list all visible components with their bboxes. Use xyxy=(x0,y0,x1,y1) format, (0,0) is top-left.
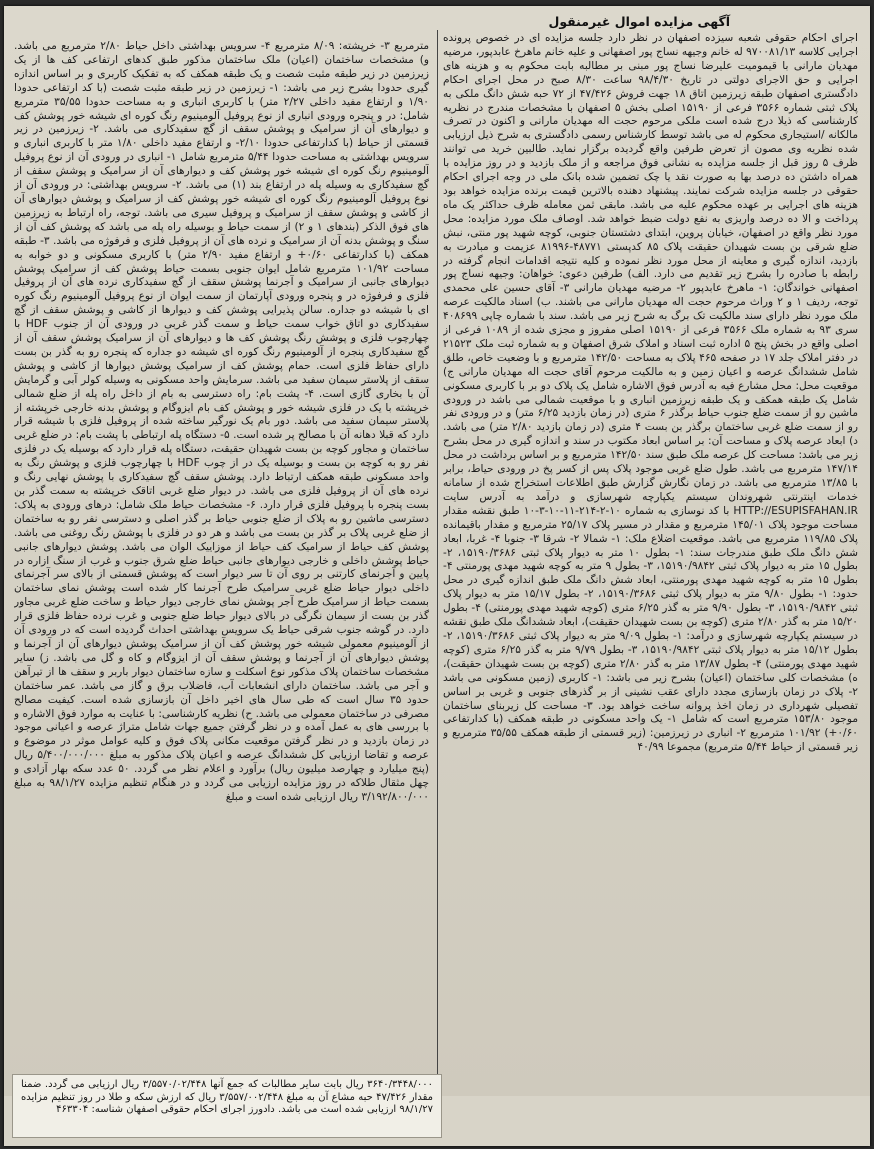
newspaper-page xyxy=(4,6,870,1096)
notice-right-column xyxy=(443,32,858,1088)
notice-heading: آگهی مزایده اموال غیرمنقول xyxy=(548,14,730,29)
notice-footer xyxy=(12,1074,442,1138)
notice-left-column xyxy=(14,40,429,1088)
column-divider xyxy=(437,30,438,1086)
right-column-text: اجرای احکام حقوقی شعبه سیزده اصفهان در نظر دارد جلسه مزایده ای در خصوص پرونده اجرایی کلاسه ۹۷۰۰۸۱/۱۳ له خانم وجیهه نساج پور اصفهانی و علیه خانم ماهرخ عابدپور، مرضیه مهدیان مارانی با قیمومیت علیرضا نساج پور مبنی بر مطالبه بابت محکوم به و هزینه های اجرایی و حق الاجرای دولتی در تاریخ ۹۸/۴/۳۰ ساعت ۸/۳۰ صبح در محل اجرای احکام دادگستری اصفهان طبقه زیرزمین اتاق ۱۸ جهت فروش ۴۷/۴۲۶ از ۷۲ حبه شش دانگ ملکی به پلاک ثبتی شماره ۳۵۶۶ فرعی از ۱۵۱۹۰ اصلی بخش ۵ اصفهان با مشخصات مندرج در نظریه کارشناسی که ذیلا درج شده است ملکی مرحوم حجت اله مهدیان مارانی و اکنون در تصرف مالکانه /استیجاری محکوم له می باشد توسط کارشناس رسمی دادگستری به شرح ذیل ارزیابی شده نظریه وی مصون از تعرض طرفین واقع گردیده برگزار نماید. طالبین خرید می توانند ظرف ۵ روز قبل از جلسه مزایده به نشانی فوق مراجعه و از ملک بازدید و در روز مزایده با همراه داشتن ده درصد بها به صورت نقد یا چک تضمین شده بانک ملی در وجه اجرای احکام حقوقی در جلسه مزایده شرکت نمایند. پیشنهاد دهنده بالاترین قیمت برنده مزایده خواهد بود هزینه های اجرایی بر عهده محکوم علیه می باشد. مابقی ثمن معامله ظرف حداکثر یک ماه پرداخت و الا ده درصد واریزی به نفع دولت ضبط خواهد شد. اوصاف ملک مورد مزایده: محل مورد نظر واقع در اصفهان، خیابان پروین، ابتدای دشتستان جنوبی، کوچه شهید پور منتی، نبش ضلع شرقی بن بست شهیدان حقیقت پلاک ۸۵ کدپستی ۴۸۷۷۱-۸۱۹۹۶ عزیمت و مبادرت به بازدید، اندازه گیری و معاینه از محل مورد نظر نموده و کلیه نتیجه اقدامات انجام گرفته در رابطه با صادره را بشرح زیر تقدیم می دارد. الف) طرفین دعوی: خواهان: وجیهه نساج پور اصفهانی خواندگان: ۱- ماهرخ عابدپور ۲- مرضیه مهدیان مارانی ۳- آقای حسین علی محمدی توجه، ردیف ۱ و ۲ وراث مرحوم حجت اله مهدیان مارانی می باشند. ب) اسناد مالکیت عرصه ملک مورد نظر دارای سند مالکیت تک برگ به شرح زیر می باشد. سند با شماره چاپی ۴۰۸۶۹۹ سری ۹۳ به شماره ملک ۳۵۶۶ فرعی از ۱۵۱۹۰ اصلی مفروز و مجزی شده از ۱۰۸۹ فرعی از اصلی واقع در بخش پنج ۵ اداره ثبت اسناد و املاک شرق اصفهان و به شماره ثبت ملک ۲۱۵۲۳ در دفتر املاک جلد ۱۷ در صفحه ۴۶۵ پلاک به مساحت ۱۴۲/۵۰ مترمربع و با وضعیت خاص، طلق شامل ششدانگ عرصه و اعیان زمین و به مالکیت مرحوم آقای حجت اله مهدیان مارانی ج) موقعیت محل: محل مشارع فیه به آدرس فوق الاشاره شامل یک پلاک دو بر با کاربری مسکونی شامل یک طبقه همکف و یک طبقه زیرزمین انباری و با موقعیت شمالی می باشد در ورودی ماشین رو از سمت ضلع جنوب حیاط برگذر ۶ متری (در زمان بازدید ۶/۲۵ متر) و در ورودی نفر رو از سمت ضلع غربی ساختمان برگذر بن بست ۴ متری (در زمان بازدید ۲/۸۰ متر) می باشد. د) ابعاد عرصه پلاک و مساحت آن: بر اساس ابعاد مکتوب در سند و اندازه گیری در محل بشرح زیر می باشد: مساحت کل عرصه ملک طبق سند ۱۴۲/۵۰ مترمربع و بر اساس برداشت در محل ۱۴۷/۱۴ مترمربع می باشد. طول ضلع غربی موجود پلاک پس از کسر پخ در ورودی حیاط، برابر با ۱۳/۸۵ مترمربع می باشد. در زمان نگارش گزارش طبق اطلاعات استخراج شده از سامانه خدمات اینترنتی شهروندان سیستم یکپارچه شهرسازی و درآمد به آدرس سایت HTTP://ESUPISFAHAN.IR با کد نوسازی به شماره ۱۰-۲-۲۱۴-۱۱-۱۰-۳-۱۰ طبق نقشه مقدار مساحت موجود پلاک ۱۴۵/۰۱ مترمربع و مقدار در مسیر پلاک ۲۵/۱۷ مترمربع و مقدار باقیمانده پلاک ۱۱۹/۸۵ مترمربع می باشد. موقعیت اضلاع ملک: ۱- شمالا ۲- شرقا ۳- جنوبا ۴- غربا، ابعاد شش دانگ ملک طبق مندرجات سند: ۱- بطول ۱۰ متر به دیوار پلاک ثبتی ۱۵۱۹۰/۳۶۸۶، ۲- بطول ۱۵ متر به دیوار پلاک ثبتی ۱۵۱۹۰/۹۸۴۲، ۳- بطول ۹ متر به کوچه شهید مهدی پورمنتی ۴- بطول ۱۵ متر به کوچه شهید مهدی پورمنتی، ابعاد شش دانگ ملک طبق اندازه گیری در محل حدود: ۱- بطول ۹/۸۰ متر به دیوار پلاک ثبتی ۱۵۱۹۰/۳۶۸۶، ۲- بطول ۱۵/۱۷ متر به دیوار پلاک ثبتی ۱۵۱۹۰/۹۸۴۲، ۳- بطول ۹/۹۰ متر به گذر ۶/۲۵ متری (کوچه شهید مهدی پورمنتی) ۴- بطول ۱۵/۲۰ متر به گذر ۲/۸۰ متری (کوچه بن بست شهیدان حقیقت)، ابعاد ششدانگ ملک طبق نقشه در سیستم یکپارچه شهرسازی و درآمد: ۱- بطول ۹/۰۹ متر به دیوار پلاک ثبتی ۱۵۱۹۰/۳۶۸۶، ۲- بطول ۱۵/۱۲ متر به دیوار پلاک ثبتی ۱۵۱۹۰/۹۸۴۲، ۳- بطول ۹/۷۹ متر به گذر ۶/۲۵ متری (کوچه شهید مهدی پورمنتی) ۴- بطول ۱۳/۸۷ متر به گذر ۲/۸۰ متری (کوچه بن بست شهیدان حقیقت)، ه) مشخصات کلی ساختمان (اعیان) بشرح زیر می باشد: ۱- کاربری (زمین مسکونی می باشد ۲- پلاک در زمان بازسازی مجدد دارای عقب نشینی از بر گذرهای جنوبی و غربی بر اساس تفصیلی شهرداری در زمان اخذ پروانه ساخت خواهد بود. ۳- مساحت کل زیربنای ساختمان موجود ۱۵۳/۸۰ مترمربع است که شامل ۱- یک واحد مسکونی در طبقه همکف (با کدارتفاعی ۰/۶۰+) ۱۰۱/۹۲ مترمربع ۲- انباری در زیرزمین: (زیر قسمتی از طبقه همکف ۳۵/۵۵ مترمربع و زیر قسمتی از حیاط ۵/۴۴ مترمربع) مجموعا ۴۰/۹۹ xyxy=(443,32,858,754)
footer-text: ۳۶۴۰/۳۴۴۸/۰۰۰ ریال بابت سایر مطالبات که جمع آنها ۳/۵۵۷۰/۰۲/۴۴۸ ریال ارزیابی می گردد. ضمنا مقدار ۴۷/۴۲۶ حبه مشاع آن به مبلغ ۳/۵۵۷/۰۰۲/۴۴۸ ریال که ارزش سکه و طلا در روز تنظیم مزایده ۹۸/۱/۲۷ ارزیابی شده است می باشد. دادورز اجرای احکام حقوقی اصفهان شناسه: ۴۶۳۳۰۴ xyxy=(21,1079,433,1116)
left-column-text: مترمربع ۳- خرپشته: ۸/۰۹ مترمربع ۴- سرویس بهداشتی داخل حیاط ۲/۸۰ مترمربع می باشد. و) مشخصات ساختمان (اعیان) ملک ساختمان مذکور طبق کدهای ارتفاعی کف ها از یک زیرزمین در زیر طبقه مثبت شصت و یک طبقه همکف که به تفکیک کاربری و بر اساس اندازه گیری حدودا بشرح زیر می باشد: ۱- زیرزمین در زیر طبقه مثبت شصت (با کد ارتفاعی حدودا ۱/۹۰ و ارتفاع مفید داخلی ۲/۲۷ متر) با کاربری انباری و به مساحت حدودا ۳۵/۵۵ مترمربع شامل: در و پنجره ورودی انباری از نوع پروفیل آلومینیوم رنگ کوره ای شیشه خور پوشش کف و دیوارهای آن از سرامیک و پوشش سقف از گچ سفیدکاری می باشد. ۲- زیرزمین در زیر قسمتی از حیاط (با کدارتفاعی حدودا ۲/۱۰- و ارتفاع مفید داخلی ۱/۸۰ متر با کاربری انباری و سرویس بهداشتی به مساحت حدودا ۵/۴۴ مترمربع شامل ۱- انباری در ورودی آن از نوع پروفیل آلومینیوم رنگ کوره ای شیشه خور پوشش کف و دیوارهای آن از سرامیک و پوشش سقف از گچ سفیدکاری به وسیله پله در ارتفاع بند (۱) می باشد. ۲- سرویس بهداشتی: در ورودی آن از نوع پروفیل آلومینیوم رنگ کوره ای شیشه خور پوشش کف از سرامیک و پوشش دیوارهای آن از کاشی و پوشش سقف از سرامیک و پروفیل سیری می باشد. توجه، راه ارتباط به زیرزمین های فوق الذکر (بندهای ۱ و ۲) از سمت حیاط و بوسیله راه پله می باشد که پوشش کف آن از سنگ و پوشش بدنه آن از سرامیک و نرده های آن از پروفیل فلزی و فرفوژه می باشد. ۳- طبقه همکف (با کدارتفاعی ۰/۶۰+ و ارتفاع مفید ۲/۹۰ متر) با کاربری مسکونی و دو خوابه به مساحت ۱۰۱/۹۲ مترمربع شامل ایوان جنوبی بسمت حیاط پوشش کف از سرامیک پوشش دیوارهای جانبی از سرامیک و آجرنما پوشش سقف از گچ سفیدکاری نرده های آن از پروفیل فلزی و فرفوژه در و پنجره ورودی آپارتمان از سمت ایوان از نوع پروفیل آلومینیوم رنگ کوره ای با شیشه دو جداره. سالن پذیرایی پوشش کف و دیوارها از کاشی و پوشش سقف از گچ سفیدکاری دو اتاق خواب سمت حیاط و سمت گذر غربی در ورودی آن از جنوب HDF با چهارچوب فلزی و پوشش رنگ پوشش کف ها و دیوارهای آن از سرامیک پوشش سقف آن از گچ سفیدکاری پنجره از آلومینیوم رنگ کوره ای شیشه دو جداره که پنجره رو به گذر بن بست دارای حفاظ فلزی است. حمام پوشش کف از سرامیک پوشش دیوارها از کاشی و پوشش سقف از پلاستر سیمان سفید می باشد. سرمایش واحد مسکونی به وسیله کولر آبی و گرمایش آن با بخاری گازی است. ۴- پشت بام: راه دسترسی به بام از داخل راه پله از ضلع شمالی خرپشته با یک در فلزی شیشه خور و پوشش کف بام ایزوگام و پوشش بدنه خارجی خرپشته از پلاستر سیمان سفید می باشد. دور بام یک نورگیر ساخته شده از پروفیل فلزی با شیشه قرار دارد که قبلا دهانه آن با مصالح پر شده است. ۵- دستگاه پله ارتباطی با پشت بام: در ضلع غربی ساختمان و مجاور کوچه بن بست شهیدان حقیقت، دستگاه پله قرار دارد که بوسیله یک در فلزی نفر رو به کوچه بن بست و بوسیله یک در از چوب HDF با چهارچوب فلزی و پوشش رنگ به واحد مسکونی طبقه همکف ارتباط دارد. پوشش سقف گچ سفیدکاری با پوشش نهایی رنگ و نرده های آن از پروفیل فلزی می باشد. در دیوار ضلع غربی اتاقک خرپشته به سمت گذر بن بست پنجره با پروفیل فلزی قرار دارد. ۶- مشخصات حیاط ملک شامل: درهای ورودی به پلاک: دسترسی ماشین رو به پلاک از ضلع جنوبی حیاط بر گذر اصلی و دسترسی نفر رو به ساختمان از ضلع غربی پلاک بر گذر بن بست می باشد و هر دو در فلزی با پوشش رنگ روغنی می باشد. پوشش کف حیاط از سرامیک کف حیاط از موزاییک الوان می باشد. پوشش دیوارهای جانبی حیاط پوشش داخلی و خارجی دیوارهای جانبی حیاط ضلع شرق جنوب و غرب از سنگ ازاره در پایین و آجرنمای کارتنی بر روی آن تا سر دیوار است که پوشش قسمتی از بالای سر آجرنمای داخلی دیوار حیاط ضلع غربی سرامیک طرح آجرنما کار شده است پوشش نمای ساختمان بسمت حیاط از سرامیک طرح آجر پوشش نمای خارجی دیوار حیاط و ساخت ضلع غربی مجاور گذر بن بست از سیمان نگرگی در بالای دیوار حیاط ضلع جنوبی و غرب نرده حفاظ فلزی قرار دارد. در گوشه جنوب شرقی حیاط یک سرویس بهداشتی احداث گردیده است که در ورودی آن از آلومینیوم معمولی شیشه خور پوشش کف آن از سرامیک پوشش دیوارهای آن از آجرنما و پوشش دیوارهای آن از آجرنما و پوشش سقف آن از ایزوگام و کاه و گل می باشد. ز) سایر مشخصات ساختمان پلاک مذکور نوع اسکلت و سازه ساختمان دیوار باربر و سقف ها از تیرآهن و آجر می باشد. ساختمان دارای انشعابات آب، فاضلاب برق و گاز می باشد. عمر ساختمان حدود ۳۵ سال است که طی سال های اخیر داخل آن بازسازی شده است. کیفیت مصالح مصرفی در ساختمان معمولی می باشد. ح) نظریه کارشناسی: با عنایت به موارد فوق الاشاره و با بررسی های به عمل آمده و در نظر گرفتن جمیع جهات شامل متراژ عرصه و اعیانی موجود در زمان بازدید و در نظر گرفتن موقعیت مکانی پلاک فوق و کلیه عوامل موثر در موضوع و عرصه و تقاضا ارزیابی کل ششدانگ عرصه و اعیان پلاک مذکور به مبلغ ۵/۴۰۰/۰۰۰/۰۰۰ ریال (پنج میلیارد و چهارصد میلیون ریال) برآورد و اعلام نظر می گردد. ۵۰ عدد سکه بهار آزادی و چهل مثقال طلاکه در روز مزایده ارزیابی می گردد و در هنگام تنظیم مزایده ۹۸/۱/۲۷ به مبلغ ۳/۱۹۲/۸۰۰/۰۰۰ ریال ارزیابی شده است و مبلغ xyxy=(14,40,429,803)
newspaper-clipping xyxy=(4,6,870,1146)
